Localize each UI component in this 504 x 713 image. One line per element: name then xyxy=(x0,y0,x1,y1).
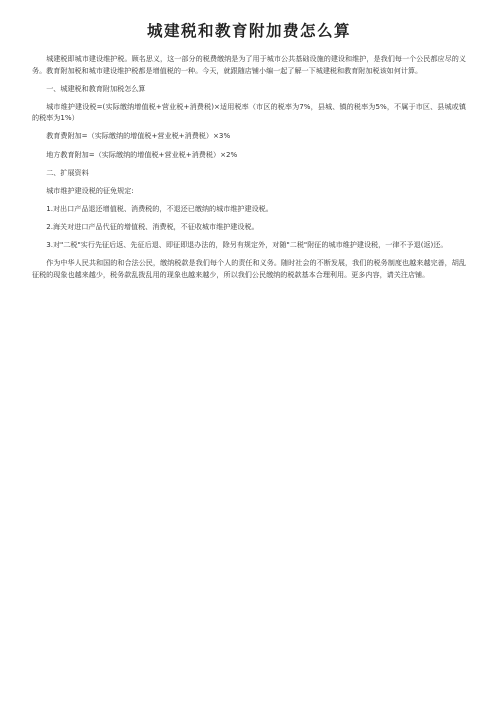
exemption-rule-3: 3.对"二税"实行先征后返、先征后退、即征即退办法的，除另有规定外，对随"二税"附征的城市维护建设税，一律不予退(返)还。 xyxy=(46,240,448,250)
exemption-rule-1: 1.对出口产品退还增值税、消费税的，不退还已缴纳的城市维护建设税。 xyxy=(46,203,273,213)
formula-education-surcharge: 教育费附加=（实际缴纳的增值税+营业税+消费税）×3% xyxy=(46,131,231,141)
formula-local-education-surcharge: 地方教育附加=（实际缴纳的增值税+营业税+消费税）×2% xyxy=(46,149,238,159)
page-title: 城建税和教育附加费怎么算 xyxy=(146,22,351,40)
exemption-rules-heading: 城市维护建设税的征免规定: xyxy=(46,185,134,195)
closing-paragraph: 作为中华人民共和国的和合法公民，缴纳税款是我们每个人的责任和义务。随时社会的不断发展，我们的税务制度也越来越完善，胡乱征税的现象也越来越少，税务款乱拨乱用的现象也越来越少，所以我们公民缴纳的税款基本合理利用。更多内容，请关注店铺。 xyxy=(32,258,466,279)
section-heading-calculation: 一、城建税和教育附加税怎么算 xyxy=(46,83,146,93)
intro-paragraph: 城建税即城市建设维护税。顾名思义，这一部分的税费缴纳是为了用于城市公共基础设施的建设和维护，是我们每一个公民都应尽的义务。教育附加税和城市建设维护税都是增值税的一种。今天，就跟随店铺小编一起了解一下城建税和教育附加税该如何计算。 xyxy=(32,54,466,75)
formula-city-maintenance-tax: 城市维护建设税=(实际缴纳增值税+营业税+消费税)×适用税率（市区的税率为7%，县城、镇的税率为5%，不属于市区、县城或镇的税率为1%） xyxy=(32,101,466,123)
exemption-rule-2: 2.海关对进口产品代征的增值税、消费税，不征收城市维护建设税。 xyxy=(46,221,259,231)
section-heading-extended: 二、扩展资料 xyxy=(46,167,89,177)
